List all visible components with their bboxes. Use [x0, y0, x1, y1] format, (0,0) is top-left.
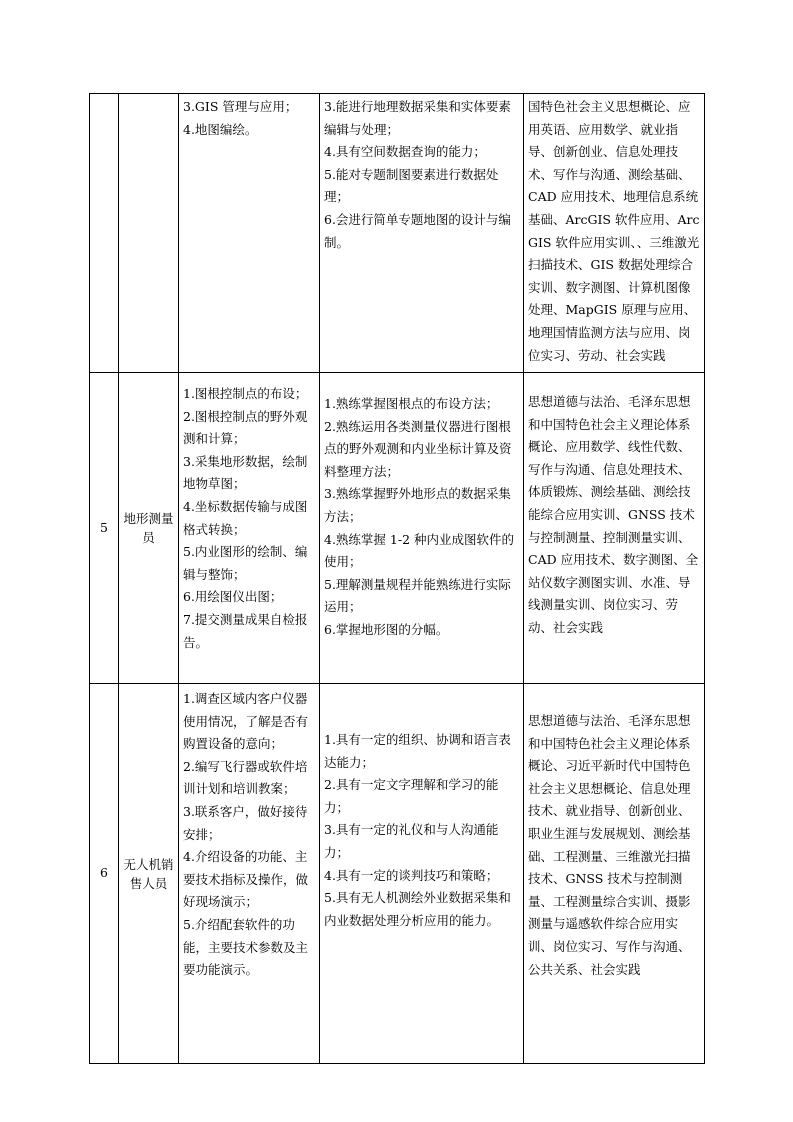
curriculum-table	[89, 93, 705, 1064]
ability-item: 2.具有一定文字理解和学习的能力；	[324, 777, 499, 815]
work-tasks	[179, 684, 320, 1064]
task-item: 5.介绍配套软件的功能，主要技术参数及主要功能演示。	[183, 916, 309, 978]
task-item: 3.联系客户，做好接待安排；	[183, 803, 308, 842]
task-item: 1.图根控制点的布设；	[183, 386, 308, 401]
ability-item: 4.熟练掌握 1-2 种内业成图软件的使用；	[324, 531, 515, 570]
task-item: 4.地图编绘。	[183, 121, 258, 137]
table-row	[90, 373, 705, 684]
work-tasks	[179, 373, 320, 684]
position-name: 地形测量员	[119, 373, 179, 684]
ability-item: 4.具有空间数据查询的能力；	[324, 144, 486, 160]
task-item: 6.用绘图仪出图；	[183, 589, 283, 605]
ability-item: 3.具有一定的礼仪和与人沟通能力；	[324, 822, 499, 860]
row-number: 5	[90, 373, 119, 684]
task-item: 2.图根控制点的野外观测和计算；	[183, 408, 308, 447]
ability-item: 5.具有无人机测绘外业数据采集和内业数据处理分析应用的能力。	[324, 890, 511, 928]
ability-item: 1.熟练掌握图根点的布设方法；	[324, 396, 499, 411]
ability-item: 6.会进行简单专题地图的设计与编制。	[324, 211, 511, 250]
ability-item: 3.熟练掌握野外地形点的数据采集方法；	[324, 486, 511, 524]
row-number: 6	[90, 684, 119, 1064]
ability-item: 2.熟练运用各类测量仪器进行图根点的野外观测和内业坐标计算及资料整理方法；	[324, 418, 512, 479]
position-name	[119, 94, 179, 373]
task-item: 5.内业图形的绘制、编辑与整饰；	[183, 544, 308, 582]
ability-item: 6.掌握地形图的分幅。	[324, 621, 449, 637]
task-item: 7.提交测量成果自检报告。	[183, 611, 308, 650]
work-tasks	[179, 94, 320, 373]
ability-item: 5.理解测量规程并能熟练进行实际运用；	[324, 576, 511, 615]
position-name: 无人机销售人员	[119, 684, 179, 1064]
row-number	[90, 94, 119, 373]
ability-item: 3.能进行地理数据采集和实体要素编辑与处理；	[324, 99, 511, 137]
task-item: 2.编写飞行器或软件培训计划和培训教案；	[183, 758, 308, 797]
task-item: 3.GIS 管理与应用；	[183, 99, 298, 114]
table-row	[90, 684, 705, 1064]
task-item: 4.介绍设备的功能、主要技术指标及操作，做好现场演示；	[183, 849, 309, 910]
ability-item: 4.具有一定的谈判技巧和策略；	[324, 867, 499, 883]
ability-requirements	[320, 684, 524, 1064]
table-row	[90, 94, 705, 373]
course-list: 思想道德与法治、毛泽东思想和中国特色社会主义理论体系概论、习近平新时代中国特色社会主义思想概论、信息处理技术、就业指导、创新创业、职业生涯与发展规划、测绘基础、工程测量、三维激光扫描技术、GNSS 技术与控制测量、工程测量综合实训、摄影测量与遥感软件综合应用实训、岗位实习、写作与沟通、公共关系、社会实践	[524, 684, 705, 1064]
task-item: 3.采集地形数据，绘制地物草图；	[183, 453, 308, 492]
ability-item: 5.能对专题制图要素进行数据处理；	[324, 166, 499, 205]
task-item: 1.调查区域内客户仪器使用情况，了解是否有购置设备的意向；	[183, 691, 309, 752]
ability-requirements	[320, 94, 524, 373]
course-list: 国特色社会主义思想概论、应用英语、应用数学、就业指导、创新创业、信息处理技术、写作与沟通、测绘基础、CAD 应用技术、地理信息系统基础、ArcGIS 软件应用、ArcGIS 软件应用实训、、三维激光扫描技术、GIS 数据处理综合实训、数字测图、计算机图像处理、MapGIS 原理与应用、地理国情监测方法与应用、岗位实习、劳动、社会实践	[524, 94, 705, 373]
course-list: 思想道德与法治、毛泽东思想和中国特色社会主义理论体系概论、应用数学、线性代数、写作与沟通、信息处理技术、体质锻炼、测绘基础、测绘技能综合应用实训、GNSS 技术与控制测量、控制测量实训、CAD 应用技术、数字测图、全站仪数字测图实训、水准、导线测量实训、岗位实习、劳动、社会实践	[524, 373, 705, 684]
ability-requirements	[320, 373, 524, 684]
ability-item: 1.具有一定的组织、协调和语言表达能力；	[324, 732, 511, 770]
task-item: 4.坐标数据传输与成图格式转换；	[183, 498, 308, 537]
